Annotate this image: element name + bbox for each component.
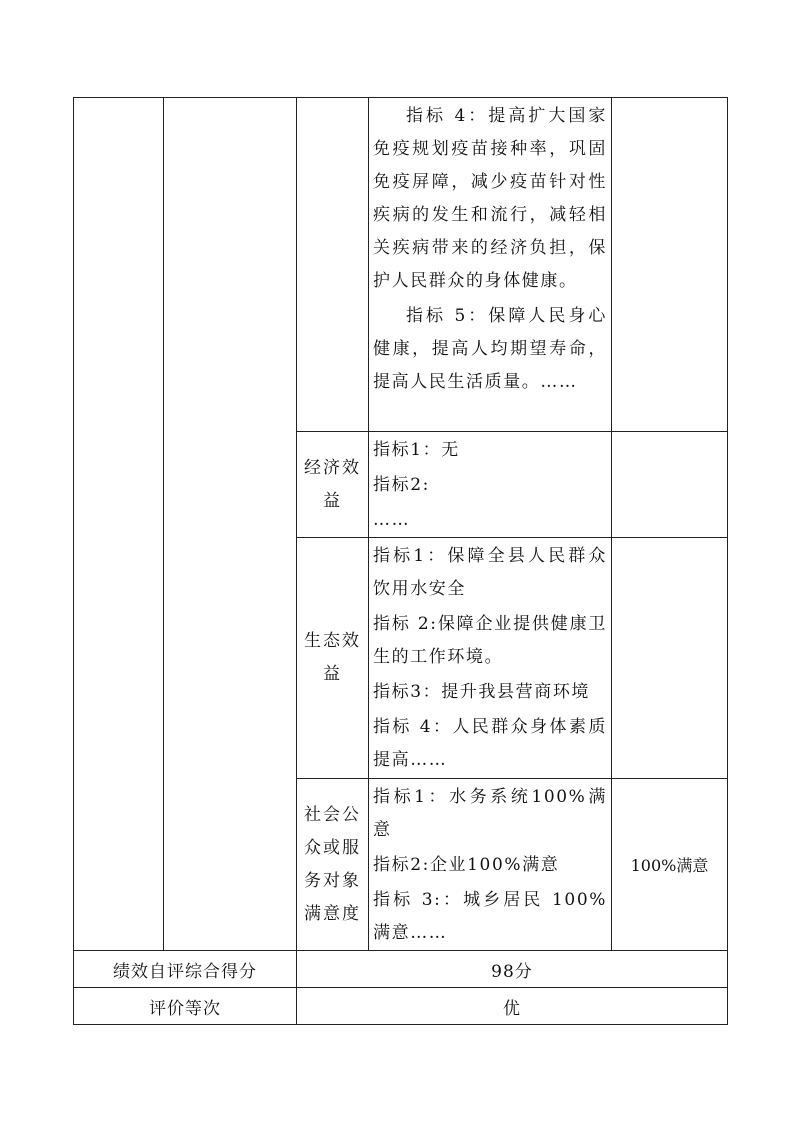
table-row-grade xyxy=(74,988,728,1025)
ecological-value-cell xyxy=(612,538,728,779)
economic-indicator-ellipsis: …… xyxy=(373,510,411,530)
economic-value-cell xyxy=(612,432,728,538)
score-value: 98分 xyxy=(297,951,728,988)
satisfaction-indicator-2: 指标2:企业100%满意 xyxy=(373,855,560,875)
economic-indicator-2: 指标2: xyxy=(373,475,430,495)
economic-indicators xyxy=(369,432,612,538)
table-row-social-benefit-cont xyxy=(74,98,728,432)
indicator-4-text: 指标 4：提高扩大国家免疫规划疫苗接种率，巩固免疫屏障，减少疫苗针对性疾病的发生和流行，减轻相关疾病带来的经济负担，保护人民群众的身体健康。 xyxy=(373,106,607,291)
performance-table-page xyxy=(73,97,728,1025)
table-row-score xyxy=(74,951,728,988)
satisfaction-indicator-1: 指标1：水务系统100%满意 xyxy=(373,787,607,840)
ecological-indicator-1: 指标1：保障全县人民群众饮用水安全 xyxy=(373,546,607,599)
empty-cell-col1 xyxy=(74,98,164,951)
ecological-indicator-3: 指标3：提升我县营商环境 xyxy=(373,682,591,702)
indicator-5-text: 指标 5：保障人民身心健康，提高人均期望寿命，提高人民生活质量。…… xyxy=(373,306,607,392)
ecological-indicators xyxy=(369,538,612,779)
social-benefit-indicators xyxy=(369,98,612,432)
grade-label: 评价等次 xyxy=(74,988,297,1025)
satisfaction-indicators xyxy=(369,779,612,951)
category-satisfaction: 社会公众或服务对象满意度 xyxy=(297,779,369,951)
category-ecological: 生态效益 xyxy=(297,538,369,779)
grade-value: 优 xyxy=(297,988,728,1025)
empty-value-cell xyxy=(612,98,728,432)
satisfaction-indicator-3: 指标 3:：城乡居民 100%满意…… xyxy=(373,890,607,943)
score-label: 绩效自评综合得分 xyxy=(74,951,297,988)
ecological-indicator-4: 指标 4：人民群众身体素质提高…… xyxy=(373,717,607,770)
empty-category-cell xyxy=(297,98,369,432)
satisfaction-value: 100%满意 xyxy=(612,779,728,951)
ecological-indicator-2: 指标 2:保障企业提供健康卫生的工作环境。 xyxy=(373,614,607,667)
empty-cell-col2 xyxy=(164,98,297,951)
category-economic: 经济效益 xyxy=(297,432,369,538)
economic-indicator-1: 指标1：无 xyxy=(373,440,460,460)
performance-table xyxy=(73,97,728,1025)
